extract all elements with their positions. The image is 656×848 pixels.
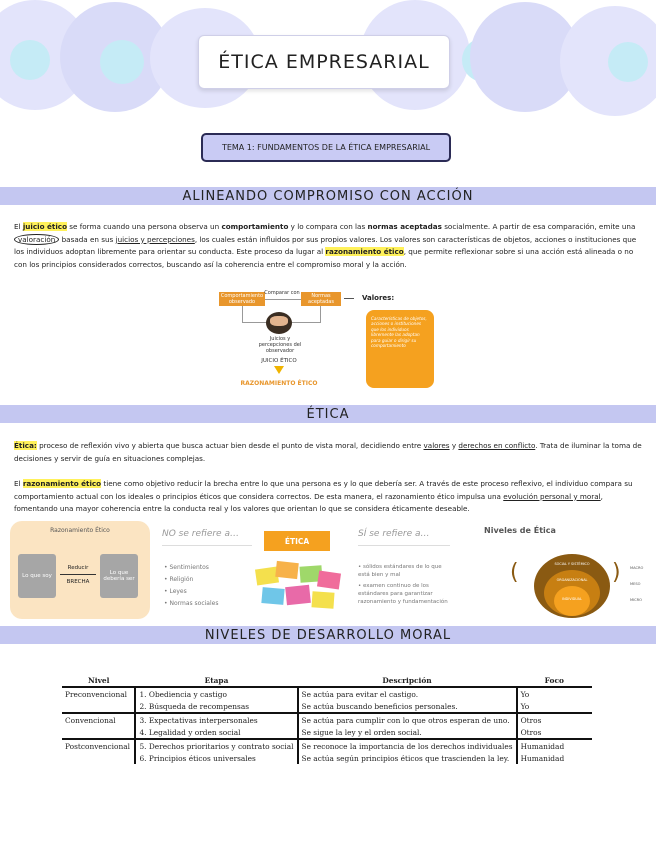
divider	[358, 545, 450, 546]
table-header-row	[62, 675, 592, 687]
label-brecha: BRECHA	[66, 579, 90, 585]
razonamiento-title: Razonamiento Ético	[50, 527, 110, 534]
no-title: NO se refiere a…	[162, 529, 239, 539]
list-item: • Sentimientos	[164, 564, 209, 571]
text: El	[14, 222, 23, 231]
list-item-text: Normas sociales	[169, 600, 219, 607]
niveles-diagram	[524, 552, 620, 618]
cell-descripcion: Se actúa según principios éticos que trascienden la ley.	[298, 752, 517, 764]
paragraph-razonamiento	[14, 478, 642, 516]
text: proceso de reflexión vivo y abierta que busca actuar bien desde el punto de vista moral, decidiendo entre	[36, 441, 424, 450]
list-item: • Religión	[164, 576, 194, 583]
cell-descripcion: Se actúa para evitar el castigo.	[298, 687, 517, 700]
cell-etapa: 5. Derechos prioritarios y contrato social	[135, 739, 297, 752]
section-heading-niveles: NIVELES DE DESARROLLO MORAL	[0, 626, 656, 644]
deco-circle	[100, 40, 144, 84]
layer-label: ORGANIZACIONAL	[556, 578, 588, 582]
arrow-icon	[60, 574, 96, 575]
label-reducir: Reducir	[67, 565, 89, 571]
label-razonamiento-etico: RAZONAMIENTO ÉTICO	[240, 380, 318, 387]
highlight-razonamiento: razonamiento ético	[325, 247, 404, 257]
layer-micro	[554, 586, 590, 616]
text: basada en sus	[59, 234, 116, 244]
layer-label: INDIVIDUAL	[562, 597, 582, 601]
column-header: Descripción	[298, 675, 517, 687]
si-title: SÍ se refiere a…	[358, 529, 430, 539]
text: y lo compara con las	[288, 222, 368, 231]
page-title: ÉTICA EMPRESARIAL	[198, 35, 450, 89]
list-item-text: Sentimientos	[169, 564, 209, 571]
connector-line	[265, 299, 301, 300]
dash-icon	[344, 298, 354, 299]
si-list	[358, 563, 454, 606]
list-item-text: examen continuo de los estándares para garantizar razonamiento y fundamentación	[358, 583, 448, 605]
cell-descripcion: Se actúa para cumplir con lo que otros esperan de uno.	[298, 713, 517, 726]
box-normas: Normas aceptadas	[301, 292, 341, 306]
column-header: Nivel	[62, 675, 135, 687]
layer-label: SOCIAL Y SISTÉMICO	[554, 562, 590, 566]
text: tiene como objetivo reducir la brecha entre lo que una persona es y lo que debería ser. A través de este proceso reflexivo, el individuo compara su comportamiento actual con los ideales o principios éticos que considera correctos. De esta manera, el razonamiento ético impulsa una	[14, 479, 633, 501]
divider	[162, 545, 252, 546]
underline-valores: valores	[423, 441, 450, 450]
valores-label: Valores:	[362, 294, 395, 302]
text: . Trata de iluminar la toma de decisiones y servir de guía en situaciones complejas.	[14, 441, 642, 463]
bracket-icon: )	[612, 560, 621, 585]
table-row	[62, 700, 592, 713]
list-item-text: Religión	[169, 576, 194, 583]
cell-etapa: 3. Expectativas interpersonales	[135, 713, 297, 726]
underline-juicios: juicios y percepciones	[115, 234, 195, 244]
list-item-text: Leyes	[169, 588, 187, 595]
niveles-table	[62, 675, 592, 764]
arrow-down-icon	[274, 366, 284, 374]
cell-descripcion: Se actúa buscando beneficios personales.	[298, 700, 517, 713]
topic-label: TEMA 1: FUNDAMENTOS DE LA ÉTICA EMPRESARIAL	[201, 133, 451, 162]
connector-line	[320, 306, 321, 322]
cell-foco: Humanidad	[517, 739, 592, 752]
table-row	[62, 726, 592, 739]
cell-nivel: Postconvencional	[62, 739, 135, 752]
cell-foco: Yo	[517, 700, 592, 713]
cell-nivel	[62, 700, 135, 713]
text: , que permite reflexionar sobre si una acción está alineada o no con los principios considerados correctos, buscando así la coherencia entre el compromiso moral y la acción.	[14, 247, 634, 269]
box-lo-que-deberia: Lo que debería ser	[100, 554, 138, 598]
text: se forma cuando una persona observa un	[67, 222, 222, 231]
label-comparar: Comparar con	[264, 290, 300, 296]
cell-descripcion: Se reconoce la importancia de los derechos individuales	[298, 739, 517, 752]
section-heading-alineando: ALINEANDO COMPROMISO CON ACCIÓN	[0, 187, 656, 205]
face-icon	[270, 316, 288, 326]
text: y	[449, 441, 459, 450]
cell-etapa: 2. Búsqueda de recompensas	[135, 700, 297, 713]
bold-comportamiento: comportamiento	[221, 222, 289, 231]
tag-macro: MACRO	[630, 566, 644, 570]
section-heading-etica: ÉTICA	[0, 405, 656, 423]
table-row	[62, 713, 592, 726]
cell-foco: Otros	[517, 713, 592, 726]
underline-evolucion: evolución personal y moral	[503, 491, 601, 501]
etica-badge: ÉTICA	[264, 531, 330, 551]
list-item-text: sólidos estándares de lo que está bien y mal	[358, 564, 442, 578]
cell-etapa: 4. Legalidad y orden social	[135, 726, 297, 739]
deco-circle	[608, 42, 648, 82]
circled-valoracion: valoración	[14, 234, 59, 245]
sticky-notes-image	[256, 562, 342, 612]
no-list	[164, 562, 218, 610]
valores-definition: Características de objetos, acciones o instituciones que los individuos libremente las adoptan para guiar o dirigir su comportamiento	[366, 310, 434, 388]
table-row	[62, 739, 592, 752]
list-item: • examen continuo de los estándares para garantizar razonamiento y fundamentación	[358, 583, 448, 605]
connector-line	[242, 306, 243, 322]
text: socialmente. A partir de esa comparación, emite una	[441, 222, 636, 231]
cell-foco: Yo	[517, 687, 592, 700]
text: El	[14, 479, 23, 488]
bold-normas: normas aceptadas	[367, 222, 442, 231]
text: , fomentando una mayor coherencia entre la conducta real y los valores que orientan lo que se considera éticamente deseable.	[14, 491, 603, 514]
label-juicio-etico: JUICIO ÉTICO	[261, 358, 297, 364]
cell-foco: Otros	[517, 726, 592, 739]
cell-nivel	[62, 726, 135, 739]
paragraph-juicio	[14, 221, 642, 271]
box-lo-que-soy: Lo que soy	[18, 554, 56, 598]
deco-circle	[10, 40, 50, 80]
table-row	[62, 687, 592, 700]
underline-derechos: derechos en conflicto	[458, 441, 536, 450]
niveles-title: Niveles de Ética	[484, 526, 556, 535]
paragraph-etica	[14, 440, 642, 465]
highlight-etica: Ética:	[14, 441, 37, 450]
tag-meso: MESO	[630, 582, 641, 586]
column-header: Etapa	[135, 675, 297, 687]
list-item: • sólidos estándares de lo que está bien y mal	[358, 564, 442, 578]
highlight-juicio-etico: juicio ético	[22, 222, 68, 231]
tag-micro: MICRO	[630, 598, 642, 602]
box-comportamiento: Comportamiento observado	[220, 293, 264, 305]
list-item: • Leyes	[164, 588, 187, 595]
cell-nivel: Convencional	[62, 713, 135, 726]
table-row	[62, 752, 592, 764]
cell-nivel: Preconvencional	[65, 689, 128, 699]
bracket-icon: (	[510, 560, 519, 585]
cell-foco: Humanidad	[517, 752, 592, 764]
cell-nivel	[62, 752, 135, 764]
cell-descripcion: Se sigue la ley y el orden social.	[298, 726, 517, 739]
highlight-razonamiento: razonamiento ético	[22, 479, 102, 488]
cell-etapa: 1. Obediencia y castigo	[135, 687, 297, 700]
cell-etapa: 6. Principios éticos universales	[135, 752, 297, 764]
list-item: • Normas sociales	[164, 600, 219, 607]
label-percepciones: Juicios y percepciones del observador	[258, 336, 302, 354]
column-header: Foco	[517, 675, 592, 687]
text: , los cuales están influidos por sus propios valores. Los valores son características de objetos, acciones o instituciones que los individuos adoptan libremente para orientar su conducta. Este proceso da lugar al	[14, 234, 637, 257]
